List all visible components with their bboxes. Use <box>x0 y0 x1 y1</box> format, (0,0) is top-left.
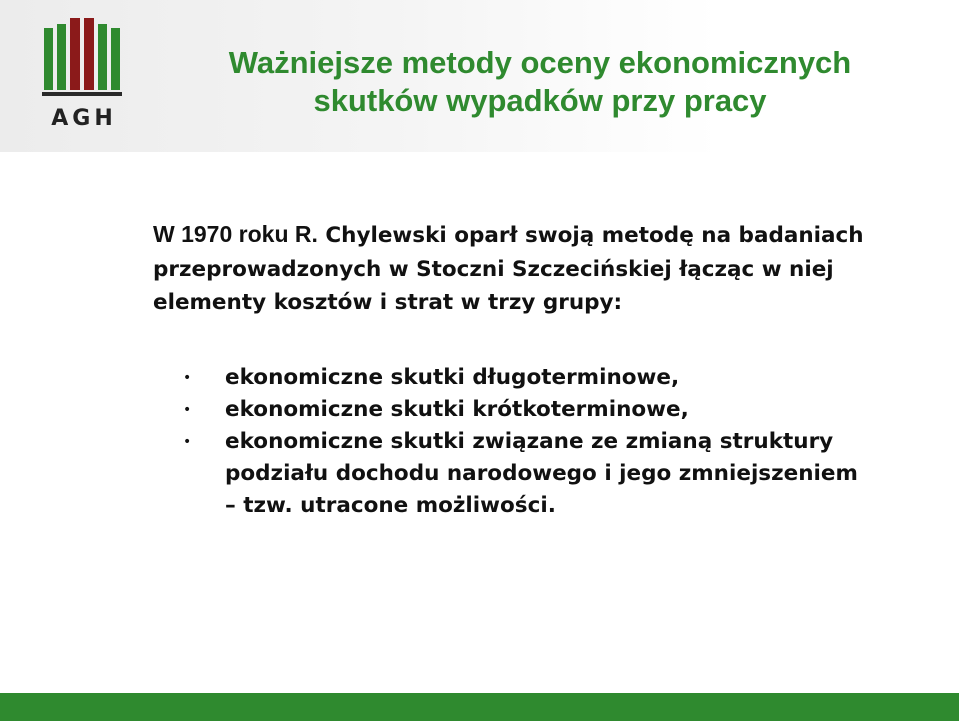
title-line-2: skutków wypadków przy pracy <box>313 83 767 118</box>
bullet-icon: • <box>183 402 192 418</box>
list-item <box>183 426 873 522</box>
footer-bar <box>0 693 959 721</box>
intro-segment-2: Chylewski oparł swoją metodę na badaniach przeprowadzonych w Stoczni Szczecińskiej łącząc w niej elementy kosztów i strat w trzy grupy: <box>153 223 864 315</box>
bullet-icon: • <box>183 434 192 450</box>
intro-paragraph <box>153 218 913 320</box>
logo-text: AGH <box>51 106 117 131</box>
list-item <box>183 394 873 426</box>
bullet-list <box>183 362 873 522</box>
list-item-text: ekonomiczne skutki związane ze zmianą struktury podziału dochodu narodowego i jego zmniejszeniem – tzw. utracone możliwości. <box>225 429 858 518</box>
list-item-text: ekonomiczne skutki długoterminowe, <box>225 365 680 390</box>
bullet-icon: • <box>183 370 192 386</box>
title-line-1: Ważniejsze metody oceny ekonomicznych <box>228 45 852 80</box>
agh-logo <box>38 14 130 142</box>
list-item <box>183 362 873 394</box>
intro-segment-1: W 1970 roku R. <box>153 221 318 247</box>
agh-logo-emblem-icon <box>38 14 130 106</box>
list-item-text: ekonomiczne skutki krótkoterminowe, <box>225 397 689 422</box>
page-title <box>140 44 940 120</box>
